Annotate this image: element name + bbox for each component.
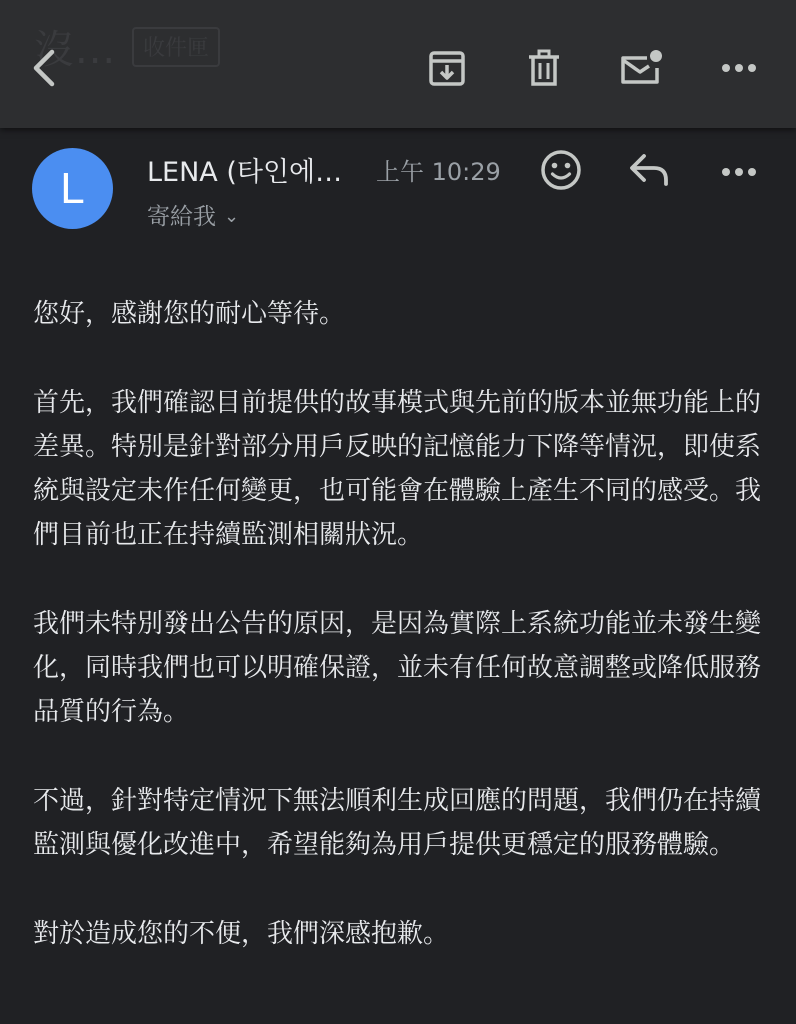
body-paragraph: 不過，針對特定情況下無法順利生成回應的問題，我們仍在持續監測與優化改進中，希望能夠為用戶提供更穩定的服務體驗。 [33,786,762,860]
chevron-down-icon: ⌄ [224,206,240,227]
message-header [0,128,796,248]
body-paragraph: 首先，我們確認目前提供的故事模式與先前的版本並無功能上的差異。特別是針對部分用戶反映的記憶能力下降等情況，即使系統與設定未作任何變更，也可能會在體驗上產生不同的感受。我們目前也正在持續監測相關狀況。 [33,388,762,550]
scrolled-subject-text: 沒... [34,27,117,73]
scrolled-label-badge: 收件匣 [132,27,220,67]
message-more-button[interactable] [715,148,763,196]
message-time: 上午 10:29 [376,158,501,186]
reply-icon [628,150,672,194]
back-button[interactable] [20,44,68,92]
avatar[interactable]: L [32,148,113,229]
mark-unread-icon [619,48,663,88]
body-paragraph: 您好，感謝您的耐心等待。 [33,299,346,329]
body-paragraph: 對於造成您的不便，我們深感抱歉。 [33,919,450,949]
message-body [33,292,763,1001]
reply-button[interactable] [626,148,674,196]
archive-icon [427,48,467,88]
delete-button[interactable] [520,44,568,92]
more-icon [721,62,757,74]
archive-button[interactable] [423,44,471,92]
more-options-button[interactable] [715,44,763,92]
delete-icon [524,48,564,88]
more-icon [721,163,757,182]
emoji-reaction-button[interactable] [537,148,585,196]
back-arrow-icon [26,44,62,92]
sender-name[interactable]: LENA (타인에… [147,157,343,188]
mark-unread-button[interactable] [617,44,665,92]
emoji-reaction-icon [539,148,583,196]
body-paragraph: 我們未特別發出公告的原因，是因為實際上系統功能並未發生變化，同時我們也可以明確保證，並未有任何故意調整或降低服務品質的行為。 [33,609,762,727]
top-toolbar [0,0,796,128]
recipient-label: 寄給我 [147,204,216,230]
recipient-toggle[interactable] [147,198,239,231]
